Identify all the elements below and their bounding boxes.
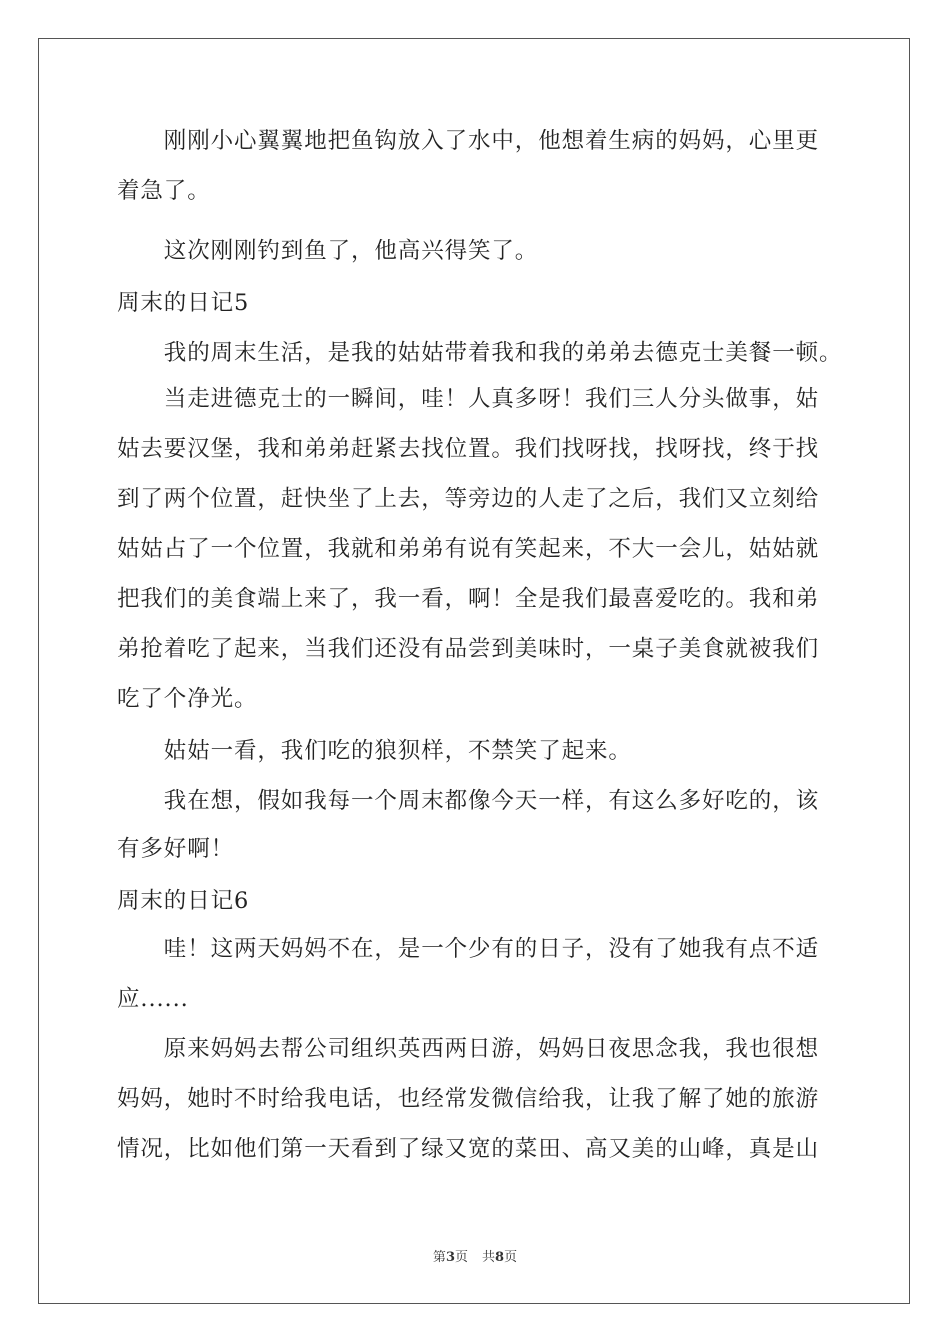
section-heading: 周末的日记5 <box>117 290 250 316</box>
page-footer <box>0 1246 950 1265</box>
text-line: 把我们的美食端上来了，我一看，啊！全是我们最喜爱吃的。我和弟 <box>117 586 820 612</box>
text-line: 这次刚刚钓到鱼了，他高兴得笑了。 <box>117 238 539 264</box>
text-line: 我的周末生活，是我的姑姑带着我和我的弟弟去德克士美餐一顿。 <box>117 340 843 366</box>
text-line: 刚刚小心翼翼地把鱼钩放入了水中，他想着生病的妈妈，心里更 <box>117 128 820 154</box>
total-prefix: 共 <box>482 1250 496 1265</box>
text-line: 应...... <box>117 986 189 1012</box>
text-line: 到了两个位置，赶快坐了上去，等旁边的人走了之后，我们又立刻给 <box>117 486 820 512</box>
page-border <box>38 38 910 1304</box>
text-line: 原来妈妈去帮公司组织英西两日游，妈妈日夜思念我，我也很想 <box>117 1036 820 1062</box>
text-line: 姑去要汉堡，我和弟弟赶紧去找位置。我们找呀找，找呀找，终于找 <box>117 436 820 462</box>
total-page-number: 8 <box>495 1250 505 1265</box>
text-line: 着急了。 <box>117 178 211 204</box>
page-suffix: 页 <box>454 1250 468 1265</box>
text-line: 我在想，假如我每一个周末都像今天一样，有这么多好吃的，该 <box>117 788 820 814</box>
text-line: 弟抢着吃了起来，当我们还没有品尝到美味时，一桌子美食就被我们 <box>117 636 820 662</box>
page-prefix: 第 <box>432 1250 446 1265</box>
text-line: 有多好啊！ <box>117 836 235 862</box>
text-line: 姑姑占了一个位置，我就和弟弟有说有笑起来，不大一会儿，姑姑就 <box>117 536 820 562</box>
text-line: 情况，比如他们第一天看到了绿又宽的菜田、高又美的山峰，真是山 <box>117 1136 820 1162</box>
total-suffix: 页 <box>504 1250 518 1265</box>
text-line: 妈妈，她时不时给我电话，也经常发微信给我，让我了解了她的旅游 <box>117 1086 820 1112</box>
text-line: 哇！这两天妈妈不在，是一个少有的日子，没有了她我有点不适 <box>117 936 820 962</box>
section-heading: 周末的日记6 <box>117 888 250 914</box>
text-line: 吃了个净光。 <box>117 686 258 712</box>
current-page-number: 3 <box>445 1250 455 1265</box>
text-line: 姑姑一看，我们吃的狼狈样，不禁笑了起来。 <box>117 738 632 764</box>
text-line: 当走进德克士的一瞬间，哇！人真多呀！我们三人分头做事，姑 <box>117 386 820 412</box>
